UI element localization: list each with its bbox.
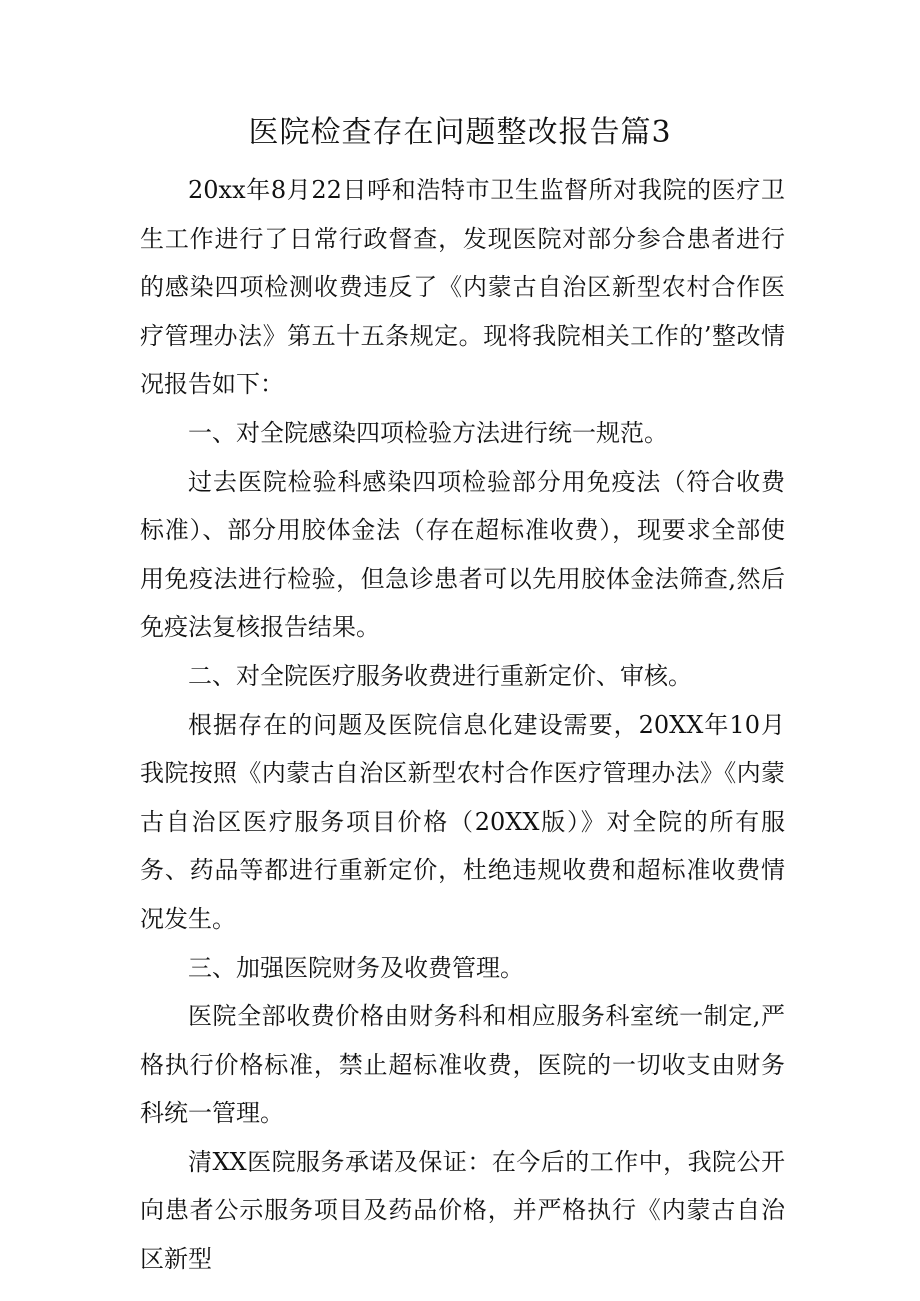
section-heading-1: 一、对全院感染四项检验方法进行统一规范。: [188, 418, 668, 447]
paragraph-commitment: 清XX医院服务承诺及保证：在今后的工作中，我院公开向患者公示服务项目及药品价格，并严格执行《内蒙古自治区新型: [140, 1147, 785, 1274]
paragraph-intro: 20xx年8月22日呼和浩特市卫生监督所对我院的医疗卫生工作进行了日常行政督查，发现医院对部分参合患者进行的感染四项检测收费违反了《内蒙古自治区新型农村合作医疗管理办法》第五十五条规定。现将我院相关工作的’整改情况报告如下：: [140, 176, 785, 399]
paragraph-section-3: 医院全部收费价格由财务科和相应服务科室统一制定,严格执行价格标准，禁止超标准收费，医院的一切收支由财务科统一管理。: [140, 1002, 785, 1128]
document-title: 医院检查存在问题整改报告篇3: [248, 115, 672, 150]
document-body: [140, 166, 785, 1284]
paragraph-section-1: 过去医院检验科感染四项检验部分用免疫法（符合收费标准）、部分用胶体金法（存在超标准收费），现要求全部使用免疫法进行检验，但急诊患者可以先用胶体金法筛查,然后免疫法复核报告结果。: [140, 467, 785, 642]
paragraph-section-2: 根据存在的问题及医院信息化建设需要，20XX年10月我院按照《内蒙古自治区新型农村合作医疗管理办法》《内蒙古自治区医疗服务项目价格（20XX版）》对全院的所有服务、药品等都进行重新定价，杜绝违规收费和超标准收费情况发生。: [140, 710, 785, 933]
section-heading-3: 三、加强医院财务及收费管理。: [188, 953, 524, 982]
section-heading-2: 二、对全院医疗服务收费进行重新定价、审核。: [188, 661, 692, 690]
